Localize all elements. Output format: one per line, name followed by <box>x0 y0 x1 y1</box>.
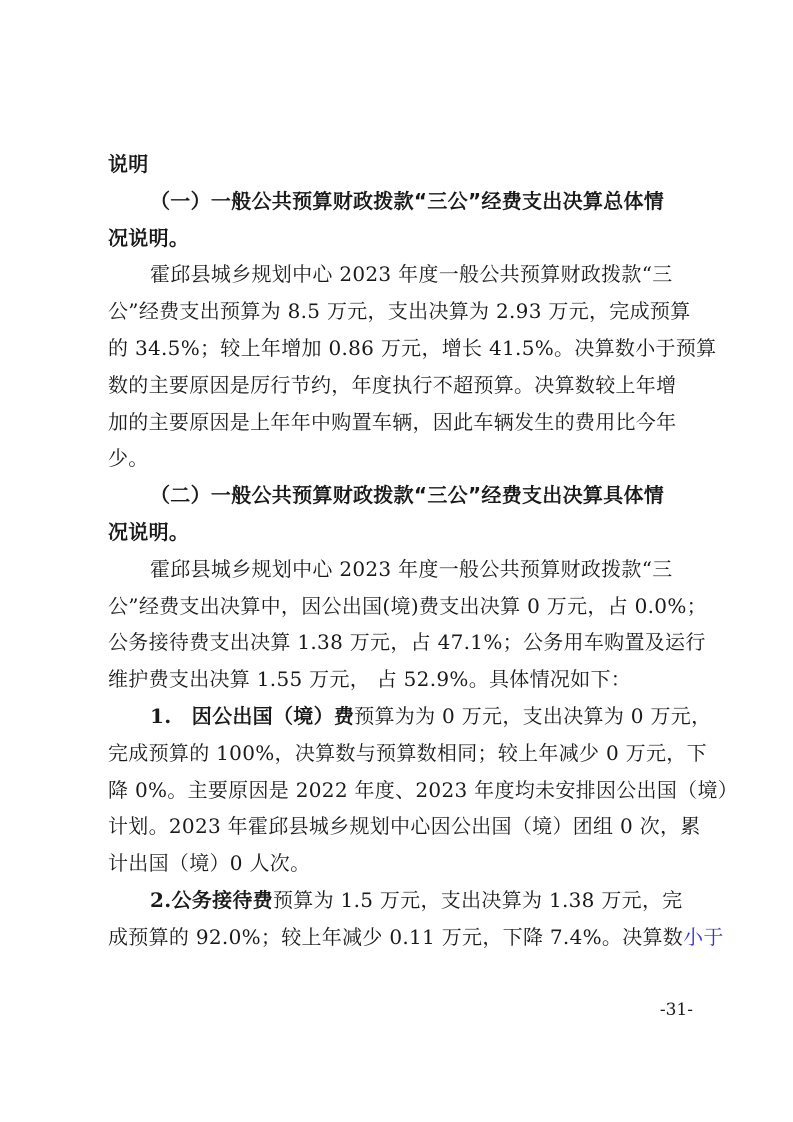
item2-first-line-text: 预算为 1.5 万元，支出决算为 1.38 万元，完 <box>272 887 683 912</box>
section2-text-line: 公务接待费支出决算 1.38 万元，占 47.1%；公务用车购置及运行 <box>108 630 706 655</box>
section1-text-line: 的 34.5%；较上年增加 0.86 万元，增长 41.5%。决算数小于预算 <box>108 335 717 360</box>
section2-heading-line1: （二）一般公共预算财政拨款“三公”经费支出决算具体情 <box>150 483 665 508</box>
item1-text-line: 完成预算的 100%，决算数与预算数相同；较上年减少 0 万元，下 <box>108 740 707 765</box>
section1-text-line: 加的主要原因是上年年中购置车辆，因此车辆发生的费用比今年 <box>108 409 677 434</box>
section1-text-line: 公”经费支出预算为 8.5 万元，支出决算为 2.93 万元，完成预算 <box>108 299 691 324</box>
page-content <box>108 146 739 956</box>
section1-heading-line2: 况说明。 <box>108 225 190 250</box>
item1-text-line: 降 0%。主要原因是 2022 年度、2023 年度均未安排因公出国（境） <box>108 777 739 802</box>
section1-text-line: 少。 <box>108 446 149 471</box>
item2-first-line <box>108 882 692 919</box>
section2-text-line: 霍邱县城乡规划中心 2023 年度一般公共预算财政拨款“三 <box>150 556 673 581</box>
section2-heading-line2: 况说明。 <box>108 519 190 544</box>
section2-text-line: 公”经费支出决算中，因公出国(境)费支出决算 0 万元，占 0.0%； <box>108 593 707 618</box>
item1-first-line <box>108 698 712 735</box>
page-number: -31- <box>659 1000 693 1020</box>
item2-line2-tail: 小于 <box>683 924 724 949</box>
item2-label: 2.公务接待费 <box>150 887 273 912</box>
item2-text-line <box>108 919 724 956</box>
item1-first-line-text: 预算为为 0 万元，支出决算为 0 万元， <box>354 703 712 728</box>
item1-text-line: 计出国（境）0 人次。 <box>108 851 311 876</box>
item1-label: 1. 因公出国（境）费 <box>150 703 355 728</box>
section2-text-line: 维护费支出决算 1.55 万元， 占 52.9%。具体情况如下： <box>108 667 632 692</box>
section1-text-line: 霍邱县城乡规划中心 2023 年度一般公共预算财政拨款“三 <box>150 262 673 287</box>
item2-line2-main: 成预算的 92.0%；较上年减少 0.11 万元，下降 7.4%。决算数 <box>108 924 684 949</box>
section1-heading-line1: （一）一般公共预算财政拨款“三公”经费支出决算总体情 <box>150 188 665 213</box>
item1-text-line: 计划。2023 年霍邱县城乡规划中心因公出国（境）团组 0 次，累 <box>108 814 701 839</box>
section1-text-line: 数的主要原因是厉行节约，年度执行不超预算。决算数较上年增 <box>108 372 677 397</box>
page-title: 说明 <box>108 152 149 176</box>
